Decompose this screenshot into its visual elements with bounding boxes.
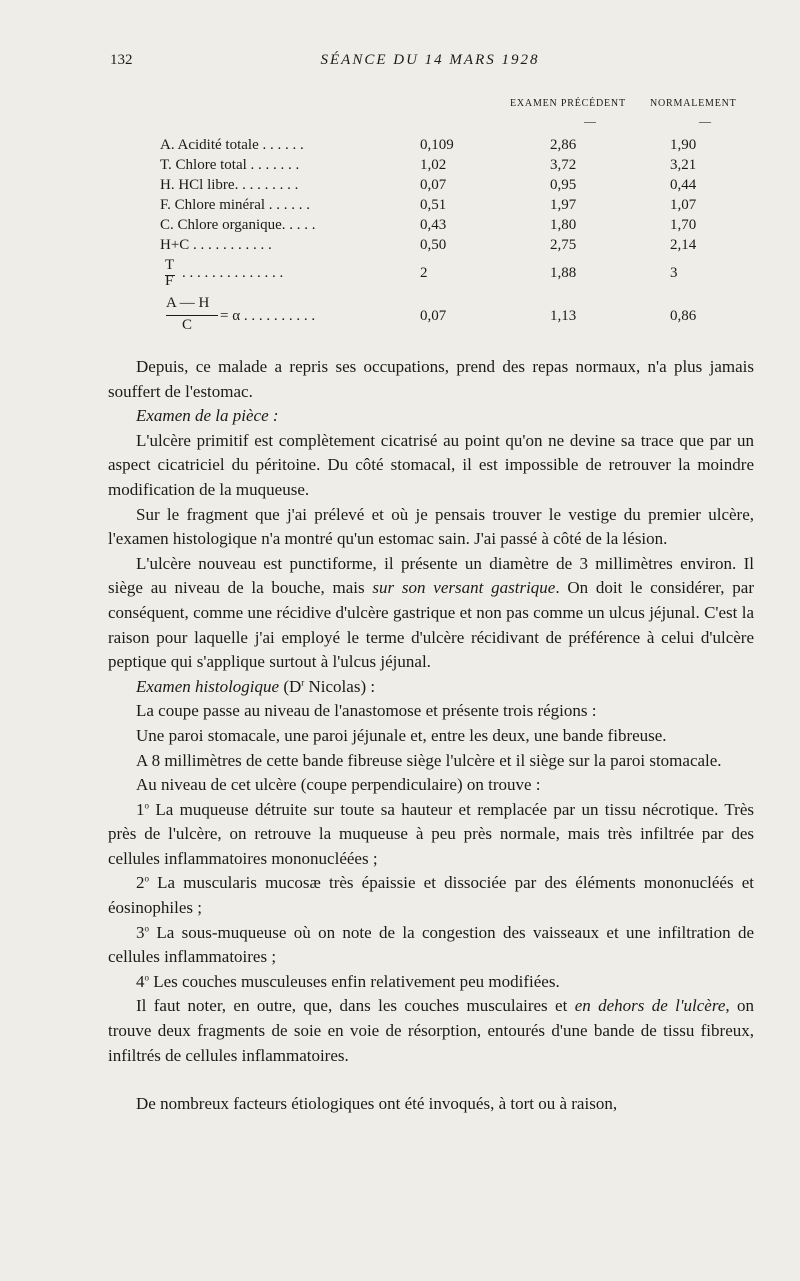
row-label: F. Chlore minéral . . . . . . [160, 197, 311, 213]
normal-value: 3,21 [670, 157, 697, 173]
numbered-item [108, 871, 754, 920]
normal-value: 2,14 [670, 237, 697, 253]
paragraph: Sur le fragment que j'ai prélevé et où je pensais trouver le vestige du premier ulcère, l'examen histologique n'a montré qu'un estomac sain. J'ai passé à côté de la lésion. [108, 504, 754, 549]
paragraph: Une paroi stomacale, une paroi jéjunale et, entre les deux, une bande fibreuse. [136, 725, 667, 745]
fraction-denominator: F [165, 273, 174, 289]
current-value: 0,07 [420, 308, 447, 324]
text-run: Nicolas) : [304, 676, 376, 696]
page-number: 132 [110, 52, 133, 68]
text-run: (D [279, 676, 302, 696]
previous-value: 0,95 [550, 177, 577, 193]
lab-results-table [160, 98, 760, 343]
previous-value: 1,88 [550, 265, 577, 281]
text-run: La muscularis mucosæ très épaissie et dissociée par des éléments mononucléés et éosinophiles ; [108, 873, 754, 918]
table-row-hcl-libre [160, 177, 760, 197]
row-label: H+C . . . . . . . . . . . [160, 237, 272, 253]
current-value: 0,43 [420, 217, 447, 233]
paragraph: L'ulcère primitif est complètement cicatrisé au point qu'on ne devine sa trace que par un aspect cicatriciel du péritoine. Du côté stomacal, il est impossible de retrouver la moindre modification de la muqueuse. [108, 430, 754, 499]
superscript: o [144, 873, 149, 884]
previous-value: 2,86 [550, 137, 577, 153]
paragraph [108, 994, 754, 1068]
current-value: 0,51 [420, 197, 447, 213]
row-label: H. HCl libre. . . . . . . . . [160, 177, 299, 193]
row-label: T. Chlore total . . . . . . . [160, 157, 300, 173]
normal-value: 3 [670, 265, 678, 281]
column-header-normal: NORMALEMENT [650, 98, 737, 109]
formula-denominator: C [182, 317, 193, 333]
numbered-item [108, 970, 754, 995]
item-number: 3 [136, 922, 145, 942]
superscript: r [301, 677, 305, 688]
table-row-chlore-organique [160, 217, 760, 237]
numbered-item [108, 798, 754, 872]
superscript: o [144, 800, 149, 811]
item-number: 1 [136, 799, 145, 819]
column-dash-previous: — [584, 114, 596, 128]
normal-value: 1,90 [670, 137, 697, 153]
previous-value: 1,80 [550, 217, 577, 233]
text-run: . On doit le considérer, par conséquent, comme une récidive d'ulcère gastrique et non pas comme un ulcus jéjunal. C'est la raison pour laquelle j'ai employé le terme d'ulcère récidivant de préférence à celui d'ulcère peptique qui s'applique surtout à l'ulcus jéjunal. [108, 578, 754, 672]
paragraph: De nombreux facteurs étiologiques ont été invoqués, à tort ou à raison, [136, 1094, 618, 1114]
emphasis: en dehors de l'ulcère [574, 996, 726, 1016]
paragraph: A 8 millimètres de cette bande fibreuse siège l'ulcère et il siège sur la paroi stomacale. [136, 750, 722, 770]
superscript: o [144, 972, 149, 983]
paragraph: Au niveau de cet ulcère (coupe perpendiculaire) on trouve : [136, 775, 541, 795]
row-label: A. Acidité totale . . . . . . [160, 137, 304, 153]
text-run: Les couches musculeuses enfin relativement peu modifiées. [149, 971, 560, 991]
table-row-alpha [160, 308, 760, 328]
item-number: 4 [136, 971, 145, 991]
formula-numerator: A — H [166, 295, 210, 311]
table-row-h-plus-c [160, 237, 760, 257]
text-run: , on trouve deux fragments de soie en voie de résorption, entourés d'une bande de tissu fibreux, infiltrés de cellules inflammatoires. [108, 996, 754, 1065]
section-gap [108, 1068, 754, 1092]
page-title: SÉANCE DU 14 MARS 1928 [320, 52, 540, 68]
table-row-chlore-mineral [160, 197, 760, 217]
previous-value: 2,75 [550, 237, 577, 253]
table-row-acidite [160, 137, 760, 157]
row-label: C. Chlore organique. . . . . [160, 217, 316, 233]
paragraph: Depuis, ce malade a repris ses occupations, prend des repas normaux, n'a plus jamais souffert de l'estomac. [108, 357, 754, 401]
current-value: 0,50 [420, 237, 447, 253]
column-dash-normal: — [699, 114, 711, 128]
superscript: o [144, 923, 149, 933]
current-value: 0,109 [420, 137, 454, 153]
emphasis: sur son versant gastrique [372, 578, 556, 598]
fraction-numerator: T [165, 257, 175, 273]
normal-value: 1,07 [670, 197, 697, 213]
normal-value: 1,70 [670, 217, 697, 233]
running-head [110, 52, 750, 76]
body-text [108, 355, 754, 1117]
current-value: 1,02 [420, 157, 447, 173]
item-number: 2 [136, 873, 145, 893]
text-run: La muqueuse détruite sur toute sa hauteur et remplacée par un tissu nécrotique. Très près de l'ulcère, on retrouve la muqueuse à peu près normale, mais très infiltrée par des cellules inflammatoires mononucléées ; [108, 799, 754, 868]
table-row-chlore-total [160, 157, 760, 177]
section-heading: Examen histologique [136, 676, 280, 696]
paragraph [108, 675, 754, 700]
column-header-previous: EXAMEN PRÉCÉDENT [510, 98, 626, 109]
text-run: L'ulcère nouveau est punctiforme, il présente un diamètre de 3 millimètres environ. Il siège au niveau de la bouche, mais [108, 553, 754, 598]
text-run: La sous-muqueuse où on note de la congestion des vaisseaux et une infiltration de cellules inflammatoires ; [108, 922, 754, 967]
dot-leader: . . . . . . . . . . . . . . [182, 265, 284, 281]
table-row-t-over-f [160, 265, 760, 285]
paragraph: La coupe passe au niveau de l'anastomose et présente trois régions : [136, 701, 597, 721]
previous-value: 1,13 [550, 308, 577, 324]
paragraph [108, 552, 754, 675]
section-heading: Examen de la pièce : [136, 406, 279, 426]
current-value: 0,07 [420, 177, 447, 193]
current-value: 2 [420, 265, 428, 281]
alpha-equals: = α . . . . . . . . . . [220, 308, 316, 324]
previous-value: 3,72 [550, 157, 577, 173]
numbered-item [108, 921, 754, 970]
normal-value: 0,86 [670, 308, 697, 324]
text-run: Il faut noter, en outre, que, dans les couches musculaires et [136, 996, 575, 1016]
normal-value: 0,44 [670, 177, 697, 193]
previous-value: 1,97 [550, 197, 577, 213]
